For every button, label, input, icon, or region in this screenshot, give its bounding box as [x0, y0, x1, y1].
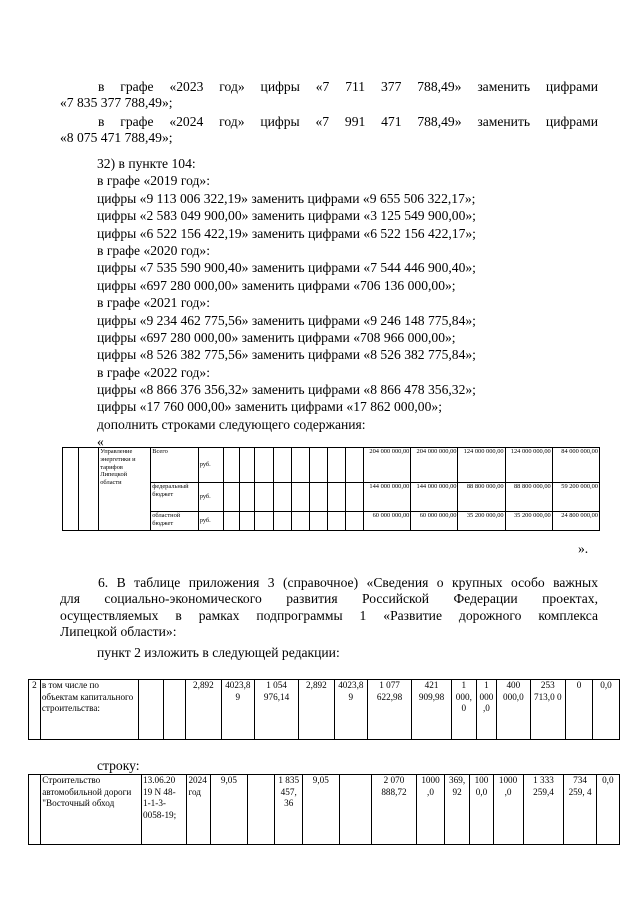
org-cell: Управление энергетики и тарифов Липецкой области	[99, 448, 151, 531]
value-cell: 1 333 259,4	[523, 775, 564, 845]
text-line: в графе «2019 год»:	[97, 173, 210, 189]
row-label: федеральный бюджет	[151, 483, 199, 512]
text-line: в графе «2021 год»:	[97, 295, 210, 311]
text-line: цифры «9 234 462 775,56» заменить цифрами «9 246 148 775,84»;	[97, 312, 476, 328]
point-32-block	[97, 155, 476, 451]
unit-cell: руб.	[198, 448, 223, 483]
value-cell: 4023,8 9	[221, 680, 254, 740]
value-cell: 1 835 457, 36	[275, 775, 303, 845]
value-cell: 35 200 000,00	[458, 512, 505, 531]
value-cell: 0,0	[592, 680, 619, 740]
value-cell: 100 0,0	[470, 775, 493, 845]
value-cell: 60 000 000,00	[411, 512, 458, 531]
value-cell: 253 713,0 0	[530, 680, 566, 740]
value-cell: 369, 92	[444, 775, 469, 845]
text-line: цифры «17 760 000,00» заменить цифрами «17 862 000,00»;	[97, 399, 442, 415]
value-cell: 9,05	[211, 775, 248, 845]
section6-line1: 6. В таблице приложения 3 (справочное) «Сведения о крупных особо важных	[98, 575, 598, 590]
section6-line5: пункт 2 изложить в следующей редакции:	[97, 645, 340, 660]
text-line: цифры «9 113 006 322,19» заменить цифрами «9 655 506 322,17»;	[97, 190, 476, 206]
value-cell: 84 000 000,00	[552, 448, 599, 483]
year-cell: 2024 год	[187, 775, 211, 845]
value-cell: 204 000 000,00	[411, 448, 458, 483]
row-label: областной бюджет	[151, 512, 199, 531]
value-cell: 400 000,0	[497, 680, 530, 740]
value-cell: 60 000 000,00	[364, 512, 411, 531]
row-name: в том числе по объектам капитального строительства:	[40, 680, 138, 740]
value-cell: 2,892	[299, 680, 335, 740]
text-line: цифры «2 583 049 900,00» заменить цифрами «3 125 549 900,00»;	[97, 208, 476, 224]
row-number: 2	[29, 680, 41, 740]
value-cell: 144 000 000,00	[364, 483, 411, 512]
doc-cell: 13.06.20 19 N 48- 1-1-3- 0058-19;	[142, 775, 187, 845]
section6-line3: осуществляемых в рамках подпрограммы 1 «Развитие дорожного комплекса	[60, 608, 598, 623]
paragraph-2024-cont: «8 075 471 788,49»;	[60, 130, 173, 145]
value-cell: 124 000 000,00	[458, 448, 505, 483]
paragraph-2023: в графе «2023 год» цифры «7 711 377 788,49» заменить цифрами	[98, 79, 598, 94]
value-cell: 4023,8 9	[334, 680, 367, 740]
value-cell: 124 000 000,00	[505, 448, 552, 483]
row-name: Строительство автомобильной дороги "Восточный обход	[41, 775, 142, 845]
value-cell: 734 259, 4	[564, 775, 596, 845]
value-cell: 59 200 000,00	[552, 483, 599, 512]
section6-line4: Липецкой области»:	[60, 624, 177, 639]
project-table-row2	[28, 679, 620, 740]
text-line: в графе «2022 год»:	[97, 364, 210, 380]
value-cell: 1000 ,0	[493, 775, 523, 845]
text-line: цифры «8 866 376 356,32» заменить цифрами «8 866 478 356,32»;	[97, 382, 476, 398]
value-cell: 0	[566, 680, 593, 740]
value-cell: 35 200 000,00	[505, 512, 552, 531]
value-cell: 1000 ,0	[417, 775, 445, 845]
value-cell: 1 000, 0	[451, 680, 476, 740]
paragraph-2023-cont: «7 835 377 788,49»;	[60, 95, 173, 110]
value-cell: 1 077 622,98	[368, 680, 412, 740]
value-cell: 0,0	[596, 775, 619, 845]
value-cell: 2 070 888,72	[371, 775, 416, 845]
text-line: дополнить строками следующего содержания:	[97, 416, 366, 432]
text-line: цифры «697 280 000,00» заменить цифрами «706 136 000,00»;	[97, 277, 456, 293]
value-cell: 204 000 000,00	[364, 448, 411, 483]
value-cell: 144 000 000,00	[411, 483, 458, 512]
text-line: цифры «697 280 000,00» заменить цифрами «708 966 000,00»;	[97, 329, 456, 345]
stroku-label: строку:	[97, 758, 140, 773]
text-line: цифры «6 522 156 422,19» заменить цифрами «6 522 156 422,17»;	[97, 225, 476, 241]
paragraph-2024: в графе «2024 год» цифры «7 991 471 788,49» заменить цифрами	[98, 114, 598, 129]
text-line: в графе «2020 год»:	[97, 242, 210, 258]
value-cell: 88 800 000,00	[505, 483, 552, 512]
text-line: цифры «7 535 590 900,40» заменить цифрами «7 544 446 900,40»;	[97, 260, 476, 276]
open-quote: «	[97, 434, 104, 450]
value-cell: 2,892	[186, 680, 222, 740]
value-cell: 24 800 000,00	[552, 512, 599, 531]
text-line: цифры «8 526 382 775,56» заменить цифрами «8 526 382 775,84»;	[97, 347, 476, 363]
value-cell: 88 800 000,00	[458, 483, 505, 512]
row-label: Всего	[151, 448, 199, 483]
value-cell: 421 909,98	[412, 680, 452, 740]
unit-cell: руб.	[198, 483, 223, 512]
close-quote: ».	[578, 541, 589, 556]
unit-cell: руб.	[198, 512, 223, 531]
section6-line2: для социально-экономического развития Российской Федерации проектах,	[60, 591, 598, 606]
value-cell: 1 054 976,14	[255, 680, 299, 740]
value-cell: 1 000 ,0	[476, 680, 496, 740]
text-line: 32) в пункте 104:	[97, 156, 196, 171]
funding-table	[62, 447, 600, 531]
project-table-row	[28, 774, 620, 845]
value-cell: 9,05	[303, 775, 340, 845]
